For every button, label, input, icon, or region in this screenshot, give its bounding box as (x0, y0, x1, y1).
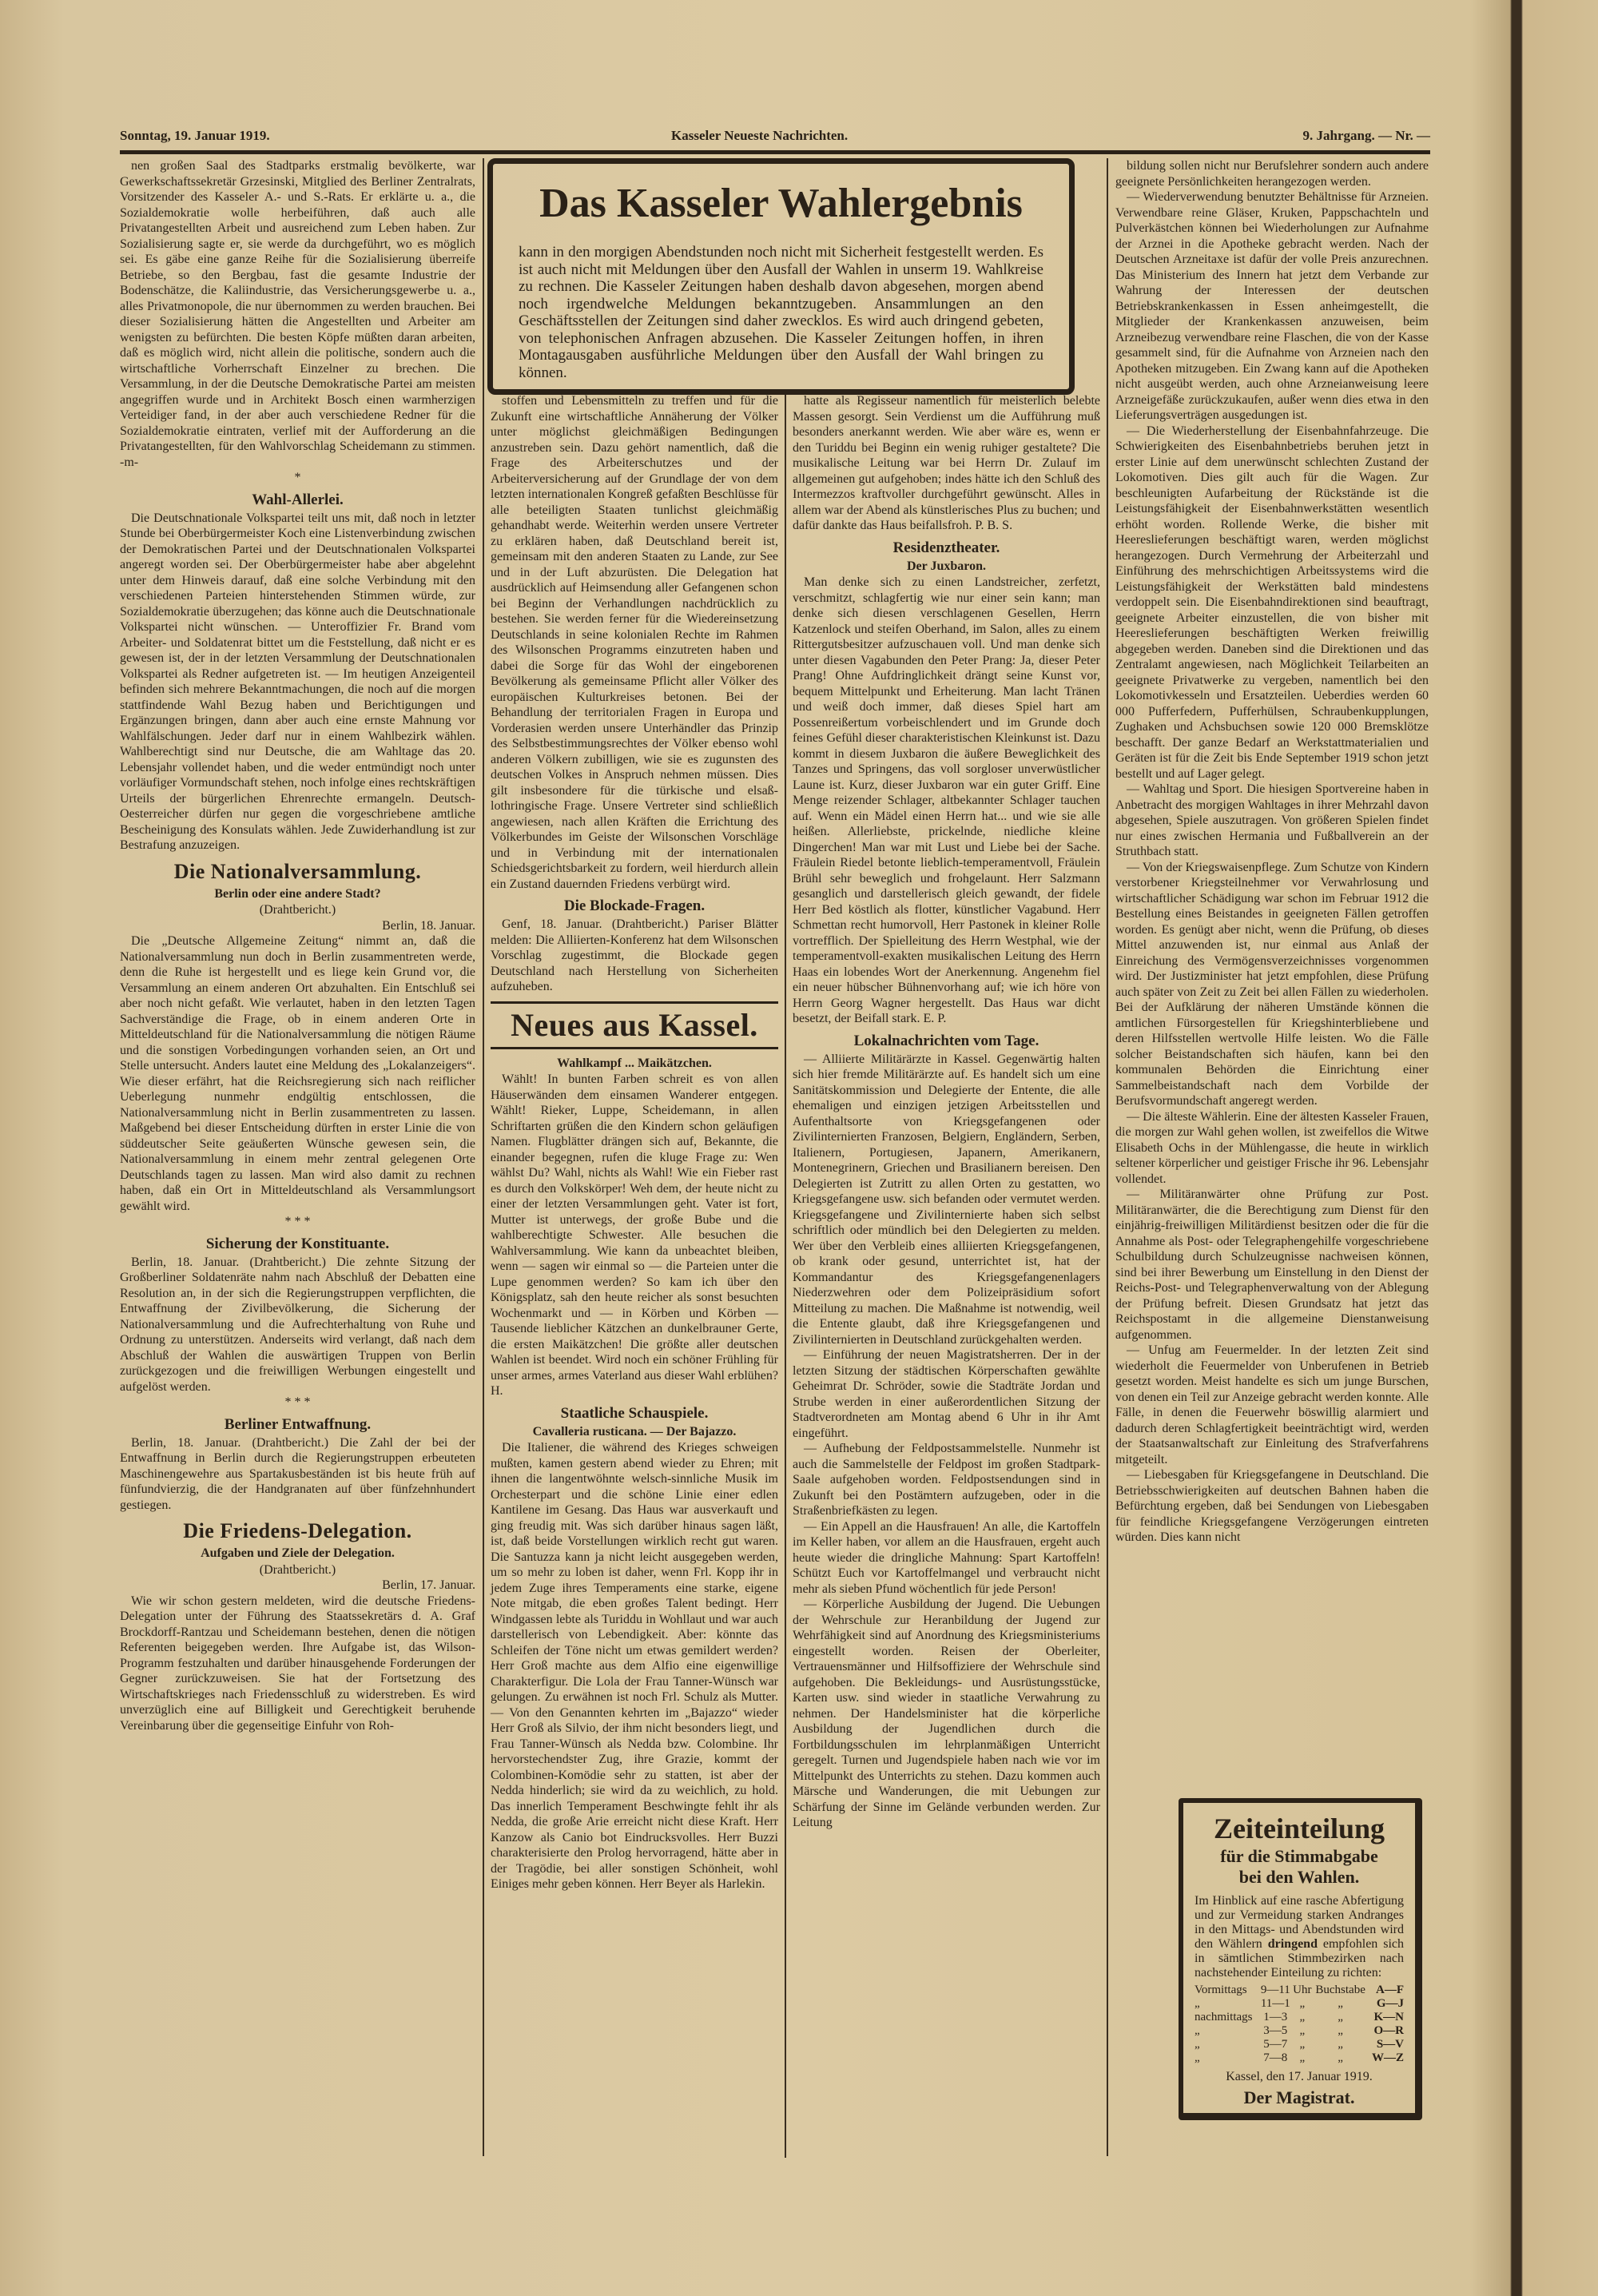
schedule-letters: A—F (1376, 1984, 1404, 1996)
schedule-letters: K—N (1373, 2011, 1404, 2023)
schedule-table (1195, 1984, 1404, 2065)
schedule-row (1195, 1997, 1404, 2011)
article-dateline: Berlin, 18. Januar. (382, 918, 475, 933)
page-header (120, 128, 1430, 145)
article-subheading: Der Juxbaron. (907, 559, 986, 573)
schedule-word: „ (1338, 2011, 1343, 2023)
dateline-or-separator: (Drahtbericht.) (259, 903, 336, 917)
article-heading: Sicherung der Konstituante. (205, 1235, 390, 1252)
schedule-text-bold: dringend (1267, 1937, 1318, 1951)
article-subheading: Wahlkampf ... Maikätzchen. (557, 1056, 712, 1070)
article-paragraph: — Von der Kriegswaisenpflege. Zum Schutze von Kindern verstorbener Kriegsteilnehmer vor Verwahrlosung und wirtschaftlicher Schädigung war schon im Februar 1912 die Bestellung eines Beistandes in geeigneten Fällen getroffen worden. Es genügt aber nicht, wenn die Prüfung, ob dieses Mittel anzuwenden ist, nur einmal aus Anlaß der Einreichung des Vermögensverzeichnisses vorgenommen wird. Der Justizminister hat jetzt empfohlen, diese Prüfung auch später von Zeit zu Zeit bei allen Fällen zu wiederholen. Bei der Aufklärung der näheren Umstände können die amtlichen Fürsorgestellen für Kriegshinterbliebene und deren Hilfsstellen wertvolle Hilfe leisten. Wo die Fälle solcher Beistandschaften sich häufen, kann bei den kommunalen Behörden die Einrichtung einer Sammelbeistandschaft nach dem Vorbilde der Berufsvormundschaft angeregt werden. (1115, 860, 1429, 1108)
column-1 (120, 158, 475, 1733)
schedule-word: „ (1338, 2051, 1343, 2064)
article-paragraph: — Die älteste Wählerin. Eine der ältesten Kasseler Frauen, die morgen zur Wahl gehen wollen, ist zweifellos die Witwe Elisabeth Ochs in der Mühlengasse, die heute in wirklich seltener körperlicher und geistiger Frische ihr 96. Lebensjahr vollendet. (1115, 1109, 1429, 1186)
notice-title: Das Kasseler Wahlergebnis (539, 181, 1023, 226)
schedule-word: Buchstabe (1315, 1984, 1365, 1996)
schedule-row (1195, 2051, 1404, 2065)
article-paragraph: — Aufhebung der Feldpostsammelstelle. Nunmehr ist auch die Sammelstelle der Feldpost im großen Stadtpark-Saale aufgehoben worden. Feldpostsendungen sind in Zukunft bei den Postämtern aufzugeben, oder in die Straßenbriefkästen zu legen. (793, 1442, 1100, 1518)
article-paragraph: — Alliierte Militärärzte in Kassel. Gegenwärtig halten sich hier fremde Militärärzte auf. Es handelt sich um eine Sanitätskommission und Delegierte der Entente, die alle ehemaligen und einzigen jetzigen Arbeitsstellen und Aufenthaltsorte von Kriegsgefangenen oder Zivilinternierten Franzosen, Belgiern, Engländern, Serben, Italienern, Portugiesen, Japanern, Amerikanern, Montenegrinern, Griechen und Brasilianern bereisen. Den Delegierten ist Zutritt zu allen Orten zu gestatten, wo Kriegsgefangene usw. sich befanden oder vermutet werden. Kriegsgefangene und Zivilinternierte haben sich selbst schriftlich oder mündlich bei den Delegierten zu melden. Wer über den Verbleib eines alliierten Kriegsgefangenen, ob krank oder gesund, unterrichtet ist, hat der Kommandantur des Kriegsgefangenenlagers Niederzwehren oder dem Polizeipräsidium sofort Mitteilung zu machen. Die Maßnahme ist notwendig, weil die Entente glaubt, daß ihre Kriegsgefangenen und Zivilinternierten in Deutschland zurückgehalten werden. (793, 1052, 1100, 1347)
schedule-text-part: empfohlen sich in sämtlichen Stimmbezirken nach nachstehender Einteilung zu richten: (1195, 1937, 1404, 1980)
schedule-row (1195, 2038, 1404, 2051)
header-paper-name: Kasseler Neueste Nachrichten. (671, 128, 849, 143)
header-issue: 9. Jahrgang. — Nr. — (1302, 128, 1430, 143)
article-paragraph: hatte als Regisseur namentlich für meisterlich belebte Massen gesorgt. Sein Verdienst um die Aufführung muß besonders anerkannt werden. Wie aber wäre es, wenn er den Turiddu bei Beginn ein wenig ruhiger gestaltete? Die musikalische Leitung war bei Herrn Dr. Zulauf im allgemeinen gut aufgehoben; indes hätte ich den Schluß des Intermezzos kraftvoller durchgeführt gewünscht. Alles in allem war der Abend als künstlerisches Plus zu buchen; und dafür dankte das Haus beifallsfroh. P. B. S. (793, 394, 1100, 532)
schedule-subtitle: bei den Wahlen. (1238, 1867, 1360, 1887)
header-rule (120, 150, 1430, 154)
schedule-text (1195, 1894, 1404, 1980)
article-paragraph: — Unfug am Feuermelder. In der letzten Zeit sind wiederholt die Feuermelder von Unberufenen in Betrieb gesetzt worden. Meist handelte es sich um junge Burschen, von denen ein Teil zur Anzeige gebracht werden konnte. Alle Fälle, in denen die Feuerwehr böswillig alarmiert und dadurch deren Schlagfertigkeit beeinträchtigt wird, werden der Staatsanwaltschaft zur Einleitung des Strafverfahrens mitgeteilt. (1115, 1343, 1429, 1466)
schedule-time: 7—8 (1263, 2051, 1288, 2064)
schedule-letters: O—R (1373, 2024, 1404, 2037)
article-heading: Staatliche Schauspiele. (560, 1404, 709, 1422)
schedule-period: „ (1195, 1997, 1200, 2010)
column-2 (491, 393, 778, 1892)
article-subheading: Cavalleria rusticana. — Der Bajazzo. (532, 1424, 737, 1438)
schedule-time: 11—1 (1260, 1997, 1290, 2010)
schedule-unit: „ (1299, 1997, 1306, 2010)
dateline-or-separator: (Drahtbericht.) (259, 1562, 336, 1577)
article-subheading: Aufgaben und Ziele der Delegation. (201, 1546, 395, 1560)
schedule-unit: „ (1299, 2038, 1306, 2051)
column-4 (1115, 158, 1429, 1546)
schedule-letters: G—J (1376, 1997, 1404, 2010)
schedule-title: Zeiteinteilung (1214, 1813, 1385, 1844)
schedule-period: „ (1195, 2051, 1200, 2064)
article-paragraph: — Die Wiederherstellung der Eisenbahnfahrzeuge. Die Schwierigkeiten des Eisenbahnbetriebs beruhen jetzt in erster Linie auf dem unerwünscht schlechten Zustand der Lokomotiven. Dies gilt auch für die Wagen. Zur beschleunigten Aufarbeitung der Rückstände ist die Leistungsfähigkeit der Eisenbahnwerkstätten wesentlich erhöht worden. Rollende Werke, die bisher mit Heereslieferungen beschäftigt waren, werden möglichst herangezogen. Durch Vermehrung der Arbeiterzahl und Einführung des mehrschichtigen Arbeitssystems wird die Leistungsfähigkeit der Werkstätten bald mindestens verdoppelt sein. Die Eisenbahndirektionen sind beauftragt, geeignete Arbeiter einzustellen, die von bisher mit Heereslieferungen beschäftigten Werken freiwillig abgegeben werden. Daneben sind die Direktionen und das Zentralamt angewiesen, nach Möglichkeit Teilarbeiten an geeignete Privatwerke zu vergeben, namentlich bei den Lokomotivkesseln und Ersatzteilen. Ueberdies werden 60 000 Pufferfedern, Pufferhülsen, Schraubenkupplungen, Zughaken und Achsbuchsen sowie 120 000 Bremsklötze beschafft. Der ganze Bedarf an Werkstattmaterialien und Geräten ist für die Zeit bis Ende September 1919 schon jetzt bestellt und auf Lager gelegt. (1115, 424, 1429, 781)
schedule-row (1195, 2024, 1404, 2038)
article-paragraph: Man denke sich zu einen Landstreicher, zerfetzt, verschmitzt, schlagfertig wie nur einer sein kann; man denke sich diesen verschlagenen Gesellen, Herrn Katzenlock und steifen Oberhand, im Salon, alles zu einem Rittergutsbesitzer aufzuschauen voll. Und man denke sich unter diesen Vagabunden den Peter Prang: Ja, dieser Peter Prang! Ohne Aufdringlichkeit drängt seine Kunst vor, bequem Mittelpunkt und Erheiterung. Man lacht Tränen und weiß doch immer, daß dieses Spiel hart am Possenreißertum vorbeischlendert und im Grunde doch feines Gefühl dieser charakteristischen Kleinkunst ist. Dazu kommt in diesem Juxbaron die äußere Beweglichkeit des Tanzes und Springens, das voll sorgloser unverwüstlicher Laune ist. Kurz, dieser Juxbaron war ein guter Griff. Eine Menge reizender Schlager, altbekannter Schlager tauchen auf. Wenn ein Mädel einen Herrn hat... und wie sie alle heißen. Allerliebste, prickelnde, niedliche kleine Dingerchen! Man war mit Lust und Liebe bei der Sache. Fräulein Riedel betonte lieblich-temperamentvoll, Fräulein Brühl sehr beweglich und frohgelaunt. Herr Salzmann gesanglich und darstellerisch gleich gewandt, der fidele Herr Bed köstlich als flotter, künstlicher Vagabund. Herr Schmettan recht humorvoll, Herr Pastonek in kleiner Rolle vortrefflich. Der Spielleitung des Herrn Westphal, wie der temperamentvoll-exakten musikalischen Leitung des Herrn Haas ein lobendes Wort der Anerkennung. Angenehm fiel ein neuer hübscher Bühnenvorhang auf; wie ich höre von Herrn Georg Wagner hergestellt. Das Haus war dicht besetzt, der Beifall stark. E. P. (793, 575, 1100, 1025)
article-paragraph: Wie wir schon gestern meldeten, wird die deutsche Friedens-Delegation unter der Führung des Staatssekretärs d. A. Graf Brockdorff-Rantzau und Scheidemann bestehen, denen die nötigen Referenten beigegeben werden. Ihre Aufgabe ist, das Wilson-Programm festzuhalten und darüber hinausgehende Forderungen der Gegner zurückzuweisen. Sie hat der Fortsetzung des Wirtschaftskrieges nach Friedensschluß zu widerstreben. Es wird unverzüglich eine auf Billigkeit und Gerechtigkeit beruhende Vereinbarung über die gegenseitige Einfuhr von Roh- (120, 1594, 475, 1733)
schedule-unit: „ (1299, 2051, 1306, 2064)
article-paragraph: Die Italiener, die während des Krieges schweigen mußten, kamen gestern abend wieder zu Ehren; mit ihnen die langentwöhnte welsch-sinnliche Musik im Orchesterpart und die schöne Linie einer edlen Kantilene im Gesang. Das Haus war ausverkauft und ging freudig mit. Was sich darüber hinaus sagen läßt, ist, daß beide Vorstellungen wirklich recht gut waren. Die Santuzza kann ja nicht leicht ausgegeben werden, um so mehr zu loben ist daher, wenn Frl. Kopp ihr in jedem Zuge ihres Temperaments eine starke, eigene Note mitgab, die eben großes Talent bedingt. Herr Windgassen lebte als Turiddu in Wohllaut und war auch darstellerisch von Lebendigkeit. Aber: könnte das Schleifen der Töne nicht um etwas gemildert werden? Herr Groß machte aus dem Alfio eine eigenwillige Charakterfigur. Die Lola der Frau Tanner-Wünsch war gelungen. Zu erwähnen ist noch Frl. Schulz als Mutter. — Von den Genannten kehrten im „Bajazzo“ wieder Herr Groß als Silvio, der ihm nicht besonders liegt, und Frau Tanner-Wünsch als Nedda bzw. Colombine. Ihr hervorstechendster Zug, ihre Grazie, kommt der Colombinen-Komödie sehr zu statten, ist aber der Nedda hinderlich; sie wird da zu weichlich, zu hold. Das innerlich Temperament Beschwingte fehlt ihr als Nedda, die große Arie erreicht nicht diese Kraft. Herr Kanzow als Canio bot Eindrucksvolles. Herr Buzzi charakterisierte den Prolog hervorragend, hätte aber in der Tragödie, bei aller sonstigen Schönheit, wohl Einiges mehr geben können. Herr Beyer als Harlekin. (491, 1441, 778, 1891)
schedule-period: „ (1195, 2024, 1200, 2037)
dateline-or-separator: * (294, 471, 301, 484)
schedule-time: 9—11 (1260, 1984, 1290, 1996)
article-paragraph: Berlin, 18. Januar. (Drahtbericht.) Die Zahl der bei der Entwaffnung in Berlin durch die Regierungstruppen erbeuteten Maschinengewehre aus Spartakusbeständen ist bis heute früh auf fünfundvierzig, die der Handgranaten auf über fünfzehnhundert gestiegen. (120, 1435, 475, 1512)
schedule-word: „ (1338, 2024, 1343, 2037)
article-headline: Die Friedens-Delegation. (183, 1519, 412, 1542)
column-divider (785, 392, 786, 2158)
dateline-or-separator: * * * (284, 1215, 311, 1228)
article-heading: Berliner Entwaffnung. (224, 1415, 372, 1433)
article-paragraph: Berlin, 18. Januar. (Drahtbericht.) Die zehnte Sitzung der Großberliner Soldatenräte nahm nach Abschluß der Debatten eine Resolution an, in der sich die Regierungstruppen verpflichten, die Entwaffnung der Zivilbevölkerung, die Sicherung der Nationalversammlung und die Aufrechterhaltung von Ruhe und Ordnung zu unterstützen. Anderseits wird verlangt, daß nach dem Abschluß der Wahlen die auswärtigen Truppen von Berlin zurückgezogen und die freiwilligen Werbungen eingestellt und aufgelöst werden. (120, 1255, 475, 1394)
schedule-signature: Der Magistrat. (1243, 2087, 1355, 2107)
schedule-period: Vormittags (1195, 1984, 1247, 1996)
schedule-dateline: Kassel, den 17. Januar 1919. (1226, 2070, 1373, 2083)
column-divider (1107, 158, 1108, 2156)
column-3 (793, 393, 1100, 1831)
article-paragraph: — Liebesgaben für Kriegsgefangene in Deutschland. Die Betriebsschwierigkeiten auf deutschen Bahnen haben die Befürchtung ergeben, daß bei Sendungen von Liebesgaben für feindliche Kriegsgefangene Verzögerungen eintreten würden. Dies kann nicht (1115, 1468, 1429, 1544)
schedule-row (1195, 1984, 1404, 1997)
article-paragraph: Die Deutschnationale Volkspartei teilt uns mit, daß noch in letzter Stunde bei Oberbürgermeister Koch eine Listenverbindung zwischen der Demokratischen Partei und der Deutschnationalen Volkspartei angeregt worden sei. Der Oberbürgermeister habe aber abgelehnt unter dem Hinweis darauf, daß eine solche Verbindung mit den verschiedenen Parteien hinterstehenden Stimmen würde, zur Sozialdemokratie überzugehen; das könne auch die Deutschnationale Volkspartei nicht wünschen. — Unteroffizier Fr. Brand vom Arbeiter- und Soldatenrat bittet um die Feststellung, daß nicht er es gewesen ist, der in der letzten Versammlung der Deutschnationalen Volkspartei als Redner aufgetreten ist. — Im heutigen Anzeigenteil befinden sich mehrere Bekanntmachungen, die noch auf die morgen stattfindende Wahl Bezug haben und Berichtigungen und Ergänzungen bringen, dann aber auch eine ernste Mahnung vor Wahlfälschungen. Jeder darf nur in einem Wahlbezirk wählen. Wahlberechtigt sind nur Deutsche, die am Wahltage das 20. Lebensjahr vollendet haben, und die weder entmündigt noch unter vorläufiger Vormundschaft stehen, noch infolge eines rechtskräftigen Urteils der bürgerlichen Ehrenrechte ermangeln. Deutsch-Oesterreicher dürfen nur gegen die vorgeschriebene amtliche Bescheinigung des Konsulats wählen. Jede Zuwiderhandlung ist zur Bestrafung anzuzeigen. (120, 511, 475, 852)
column-divider (483, 158, 484, 2156)
article-paragraph: bildung sollen nicht nur Berufslehrer sondern auch andere geeignete Persönlichkeiten herangezogen werden. (1115, 159, 1429, 189)
notice-text: kann in den morgigen Abendstunden noch nicht mit Sicherheit festgestellt werden. Es ist auch nicht mit Meldungen über den Ausfall der Wahlen in unserm 19. Wahlkreise zu rechnen. Die Kasseler Zeitungen haben deshalb davon abgesehen, morgen abend noch irgendwelche Meldungen bekanntzugeben. Ansammlungen an den Geschäftsstellen der Zeitungen sind daher zwecklos. Es wird auch dringend gebeten, von telephonischen Anfragen abzusehen. Die Kasseler Zeitungen hoffen, in ihren Montagausgaben ausführliche Meldungen über den Ausfall der Wahl bringen zu können. (519, 244, 1043, 381)
article-heading: Die Blockade-Fragen. (563, 897, 706, 914)
article-heading: Lokalnachrichten vom Tage. (853, 1032, 1039, 1049)
article-paragraph: — Wiederverwendung benutzter Behältnisse für Arzneien. Verwendbare reine Gläser, Kruken, Pappschachteln und Pulverkästchen können bei Wiederholungen zur Aufnahme der Arznei in die Apotheke gebracht werden. Nach der Deutschen Arzneitaxe ist dafür der volle Preis anzurechnen. Das Ministerium des Innern hat jetzt dem Verbande zur Wahrung der Interessen der deutschen Betriebskrankenkassen in Essen anheimgestellt, die Mitglieder der Krankenkassen anzuweisen, beim Arzneibezug verwendbare reine Flaschen, die von der Kasse gesammelt sind, für die Aufnahme von Arzneien nach den Apotheken mitzugeben. Ein Zwang kann auf die Apotheken nicht ausgeübt werden, auch ohne Arzneianweisung leere Arzneigefäße zurückzukaufen, außer wenn dies etwa in den Lieferungsverträgen ausgedungen ist. (1115, 190, 1429, 422)
article-paragraph: — Militäranwärter ohne Prüfung zur Post. Militäranwärter, die die Berechtigung zum Dienst für den einjährig-freiwilligen Militärdienst besitzen oder die für die Annahme als Post- oder Telegraphengehilfe vorgeschriebene Schulbildung durch Schulzeugnisse nachweisen können, sind bei ihrer Bewerbung um Einstellung in den Dienst der Reichs-Post- und Telegraphenverwaltung von der Ablegung der Prüfung befreit. Diesen Grundsatz hat jetzt das Reichspostamt in die allgemeine Dienstanweisung aufgenommen. (1115, 1188, 1429, 1342)
schedule-unit: „ (1299, 2024, 1306, 2037)
schedule-word: „ (1338, 2038, 1343, 2051)
article-paragraph: Wählt! In bunten Farben schreit es von allen Häuserwänden dem einsamen Wanderer entgegen. Wählt! Rieker, Luppe, Scheidemann, in allen Schriftarten grüßen die den Kindern schon geläufigen Namen. Flugblätter drängen sich auf, Bekannte, die einander begegnen, rufen die kluge Frage zu: Wen wählst Du? Wahl, nichts als Wahl! Wie ein Fieber rast es durch den Volkskörper! Weh dem, der heute nicht zu einer der letzten Versammlungen geht. Vater ist fort, Mutter ist unterwegs, der große Bube und die wahlberechtigte Schwester. Alle besuchen die Wahlversammlung. Wie kann da unbeachtet bleiben, wenn — sagen wir einmal so — die Parteien unter die Lupe genommen werden? So kam ich über den Königsplatz, sah den heute reicher als sonst besuchten Wochenmarkt und — in Körben und Körben — Tausende lieblicher Kätzchen an dunkelbrauner Gerte, die ersten Maikätzchen! Die größte aller deutschen Wahlen ist beendet. Wird noch ein schöner Frühling für unser armes, armes Vaterland aus dieser Wahl erblühen? H. (491, 1072, 778, 1398)
schedule-letters: S—V (1376, 2038, 1404, 2051)
schedule-period: „ (1195, 2038, 1200, 2051)
schedule-word: „ (1338, 1997, 1343, 2010)
schedule-period: nachmittags (1195, 2011, 1253, 2023)
article-heading: Residenztheater. (892, 539, 1000, 556)
article-paragraph: Genf, 18. Januar. (Drahtbericht.) Pariser Blätter melden: Die Alliierten-Konferenz hat dem Wilsonschen Vorschlag zugestimmt, die Blockade gegen Deutschland nach Herstellung von Sicherheiten aufzuheben. (491, 917, 778, 993)
article-paragraph: — Körperliche Ausbildung der Jugend. Die Uebungen der Wehrschule zur Heranbildung der Jugend zur Wehrfähigkeit sind auf Anordnung des Kriegsministeriums eingestellt worden. Reisen der Oberleiter, Vertrauensmänner und Hilfsoffiziere der Wehrschule sind aufgehoben. Die Bekleidungs- und Ausrüstungsstücke, Karten usw. sind wieder in staatliche Verwahrung zu nehmen. Der Handelsminister hat die körperliche Ausbildung der Jugendlichen durch die Fortbildungsschulen im lehrplanmäßigen Unterricht geregelt. Turnen und Jugendspiele haben nach wie vor im Mittelpunkt des Unterrichts zu stehen. Dazu kommen auch Märsche und Wanderungen, die mit Uebungen zur Schärfung der Sinne im Gelände verbunden werden. Zur Leitung (793, 1598, 1100, 1829)
schedule-unit: „ (1299, 2011, 1306, 2023)
schedule-time: 5—7 (1263, 2038, 1288, 2051)
article-subheading: Berlin oder eine andere Stadt? (214, 886, 381, 901)
article-paragraph: — Wahltag und Sport. Die hiesigen Sportvereine haben in Anbetracht des morgigen Wahltages in ihrer Mehrzahl davon abgesehen, Spiele auszutragen. Von größeren Spielen findet nur eines zwischen Hermania und Fußballverein an der Struthbach statt. (1115, 782, 1429, 858)
article-paragraph: — Einführung der neuen Magistratsherren. Der in der letzten Sitzung der städtischen Körperschaften gewählte Geheimrat Dr. Schröder, sowie die Stadträte Jordan und Strube werden in einer außerordentlichen Sitzung der Stadtverordneten am Montag abend 6 Uhr in ihr Amt eingeführt. (793, 1348, 1100, 1440)
voting-schedule-notice (1179, 1798, 1422, 2120)
schedule-letters: W—Z (1371, 2051, 1404, 2064)
election-result-notice (487, 158, 1075, 395)
article-dateline: Berlin, 17. Januar. (382, 1578, 475, 1592)
schedule-time: 3—5 (1263, 2024, 1288, 2037)
schedule-row (1195, 2011, 1404, 2024)
header-date: Sonntag, 19. Januar 1919. (120, 128, 270, 143)
schedule-subtitle: für die Stimmabgabe (1220, 1846, 1378, 1866)
schedule-time: 1—3 (1263, 2011, 1288, 2023)
dateline-or-separator: * * * (284, 1395, 311, 1409)
schedule-unit: Uhr (1293, 1984, 1312, 1996)
section-headline: Neues aus Kassel. (491, 1001, 778, 1049)
article-paragraph: — Ein Appell an die Hausfrauen! An alle, die Kartoffeln im Keller haben, vor allem an die Hausfrauen, ergeht auch heute wieder die dringliche Mahnung: Spart Kartoffeln! Schützt Euch vor Kartoffelmangel und verbraucht nicht mehr als sieben Pfund wöchentlich für jede Person! (793, 1519, 1100, 1596)
article-headline: Die Nationalversammlung. (173, 859, 422, 883)
article-heading: Wahl-Allerlei. (252, 491, 344, 508)
article-paragraph: stoffen und Lebensmitteln zu treffen und für die Zukunft eine wirtschaftliche Annäherung der Völker unter möglichst gleichmäßigen Bedingungen anzustreben sein. Dazu gehört namentlich, daß die Frage des Arbeiterschutzes und der Arbeiterversicherung auf der Grundlage der von dem letzten internationalen Kongreß gefaßten Beschlüsse für alle beteiligten Staaten tunlichst gleichmäßig gehandhabt werde. Weiterhin werden unsere Vertreter zu erklären haben, daß Deutschland bereit ist, gemeinsam mit den anderen Staaten zu Lande, zur See und in der Luft abzurüsten. Die Delegation hat ausdrücklich auf Heimsendung aller Gefangenen schon bei Beginn der Verhandlungen nachdrücklich zu bestehen. Sie werden ferner für die Wiedereinsetzung Deutschlands in seine kolonialen Rechte im Rahmen des Wilsonschen Programms einzutreten haben und dabei die Sorge für das Wohl der eingeborenen Bevölkerung als gemeinsame Pflicht aller Völker des europäischen Kulturkreises betonen. Bei der Behandlung der territorialen Fragen in Europa und Vorderasien werden unsere Unterhändler das Prinzip des Selbstbestimmungsrechtes der Völker ebenso wohl anderen Völkern zubilligen, wie sie es zugunsten des deutschen Volkes in Anspruch nehmen müssen. Dies gilt insbesondere für die türkische und elsaß-lothringische Frage. Unsere Vertreter sind schließlich angewiesen, nach allen Kräften die Errichtung des Völkerbundes im Geiste der Wilsonschen Vorschläge und in Verbindung mit der internationalen Schiedsgerichtsbarkeit zu fordern, weil hierdurch allein ein Zustand dauernden Friedens verbürgt wird. (491, 394, 778, 891)
schedule-text-part: Im Hinblick auf eine rasche Abfertigung und zur Vermeidung starken Andranges in den Mittags- und Abendstunden wird den Wählern (1195, 1894, 1404, 1951)
article-paragraph: Die „Deutsche Allgemeine Zeitung“ nimmt an, daß die Nationalversammlung nun doch in Berlin zusammentreten werde, denn die Ruhe ist hergestellt und es liege kein Grund vor, die Versammlung an einem anderen Ort abzuhalten. Ein Entschluß sei aber noch nicht gefaßt. Wie verlautet, haben in den letzten Tagen Sachverständige die Frage, ob in einem anderen Orte in Mitteldeutschland für die Nationalversammlung die nötigen Räume und die sonstigen Vorbedingungen vorhanden seien, an Ort und Stelle untersucht. Anders lautet eine Meldung des „Lokalanzeigers“. Wie dieser erfährt, hat die Reichsregierung sich nach reiflicher Ueberlegung nunmehr endgültig entschlossen, die Nationalversammlung nicht in Berlin zusammentreten zu lassen. Maßgebend bei dieser Entscheidung dürften in erster Linie die von süddeutscher Seite geäußerten Wünsche gewesen sein, die Nationalversammlung in einem mehr zentral gelegenen Orte Deutschlands tagen zu lassen. Man wird also damit zu rechnen haben, daß ein Ort in Mitteldeutschland als Versammlungsort gewählt wird. (120, 934, 475, 1213)
article-paragraph: nen großen Saal des Stadtparks erstmalig bevölkerte, war Gewerkschaftssekretär Grzesinski, Mitglied des Berliner Zentralrats, Vorsitzender des Kasseler A.- und S.-Rats. Er erklärte u. a., die Sozialdemokratie wolle herbeiführen, daß auch alle Privatangestellten Arbeit und ausreichend zum Leben haben. Zur Sozialisierung sagte er, sie werde da durchgeführt, wo es möglich sei. Es gäbe eine ganze Reihe für die Sozialisierung überreife Betriebe, so den Bergbau, fast die gesamte Industrie der Bodenschätze, die Kaliindustrie, das Versicherungsgewerbe u. a., alles Privatmonopole, die nur übernommen zu werden brauchen. Bei dieser Sozialisierung hätten die Angestellten und Arbeiter am wenigsten zu befürchten. Die besten Köpfe müßten daran arbeiten, daß es möglich wird, nicht allein die politische, sondern auch die wirtschaftliche Vorherrschaft Einzelner zu brechen. Die Versammlung, in der die Deutsche Demokratische Partei am meisten angegriffen wurde und in Architekt Bosch einen warmherzigen Verteidiger fand, in der aber auch verschiedene Redner für die Sozialdemokratie eintraten, verlief mit der Aufforderung an die Privatangestellten, für den Wahlvorschlag Scheidemann zu stimmen. -m- (120, 159, 475, 469)
